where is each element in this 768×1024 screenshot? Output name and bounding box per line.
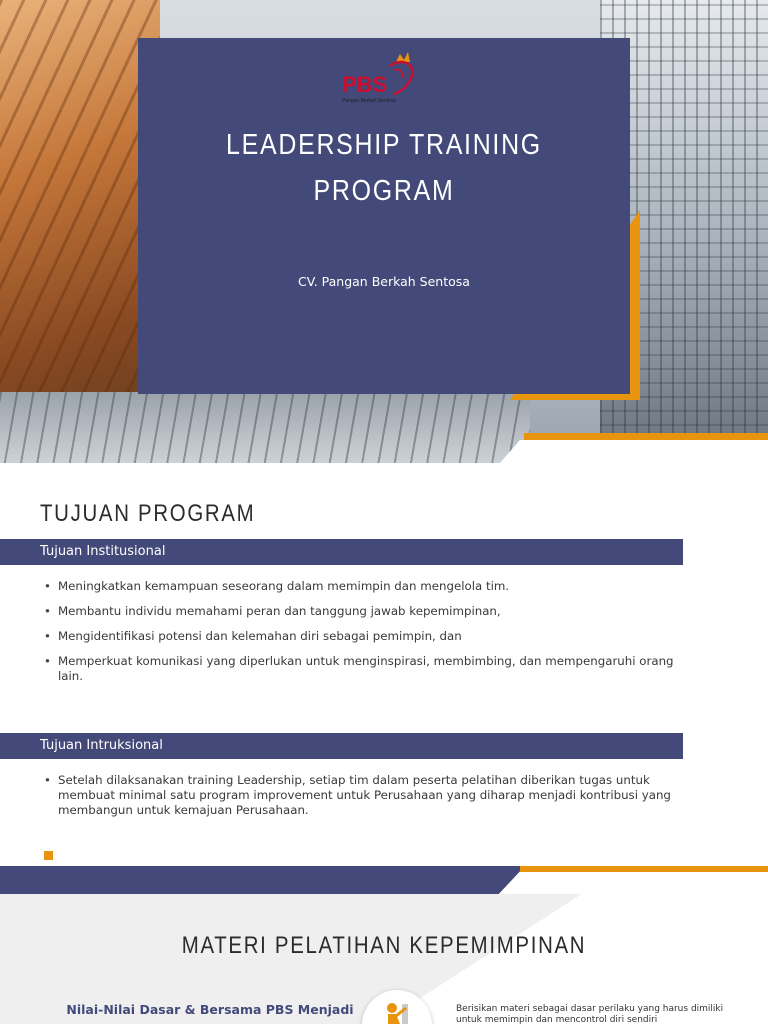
cover-title <box>172 122 595 214</box>
list-item: • Memperkuat komunikasi yang diperlukan untuk menginspirasi, membimbing, dan mempengaruhi orang lain. <box>44 654 684 684</box>
cover-title-line-1: LEADERSHIP TRAINING <box>226 129 542 161</box>
orange-square-marker <box>44 851 53 860</box>
logo-text: PBS <box>342 72 388 97</box>
list-item: • Setelah dilaksanakan training Leadership, setiap tim dalam peserta pelatihan diberikan tugas untuk membuat minimal satu program improvement untuk Perusahaan yang diharap menjadi kontribusi yang membangun untuk kemajuan Perusahaan. <box>44 773 684 818</box>
materials-heading: Nilai-Nilai Dasar & Bersama PBS Menjadi <box>66 1002 354 1017</box>
instructional-heading-bar <box>0 733 683 759</box>
cover-title-line-2: PROGRAM <box>313 175 455 207</box>
logo-tagline: Pangan Berkah Sentosa <box>342 98 397 104</box>
company-name: CV. Pangan Berkah Sentosa <box>298 274 470 289</box>
orange-accent-line <box>524 433 768 440</box>
institutional-list <box>44 579 684 694</box>
cover-slide <box>0 0 768 463</box>
orange-footer-line <box>520 866 768 872</box>
instructional-heading: Tujuan Intruksional <box>40 738 163 753</box>
objectives-title: TUJUAN PROGRAM <box>40 500 256 527</box>
materials-slide <box>0 894 768 1024</box>
pbs-logo <box>330 48 420 108</box>
materials-description: Berisikan materi sebagai dasar perilaku yang harus dimiliki untuk memimpin dan mencontrol diri sendiri <box>456 1004 724 1024</box>
institutional-heading-bar <box>0 539 683 565</box>
navy-footer-band <box>0 866 525 894</box>
list-item: • Mengidentifikasi potensi dan kelemahan diri sebagai pemimpin, dan <box>44 629 684 644</box>
instructional-list <box>44 773 684 828</box>
building-photo-bottom <box>0 392 530 463</box>
leader-figure-icon <box>362 990 432 1024</box>
institutional-heading: Tujuan Institusional <box>40 544 166 559</box>
list-item: • Membantu individu memahami peran dan tanggung jawab kepemimpinan, <box>44 604 684 619</box>
list-item: • Meningkatkan kemampuan seseorang dalam memimpin dan mengelola tim. <box>44 579 684 594</box>
materials-title: MATERI PELATIHAN KEPEMIMPINAN <box>181 932 587 959</box>
